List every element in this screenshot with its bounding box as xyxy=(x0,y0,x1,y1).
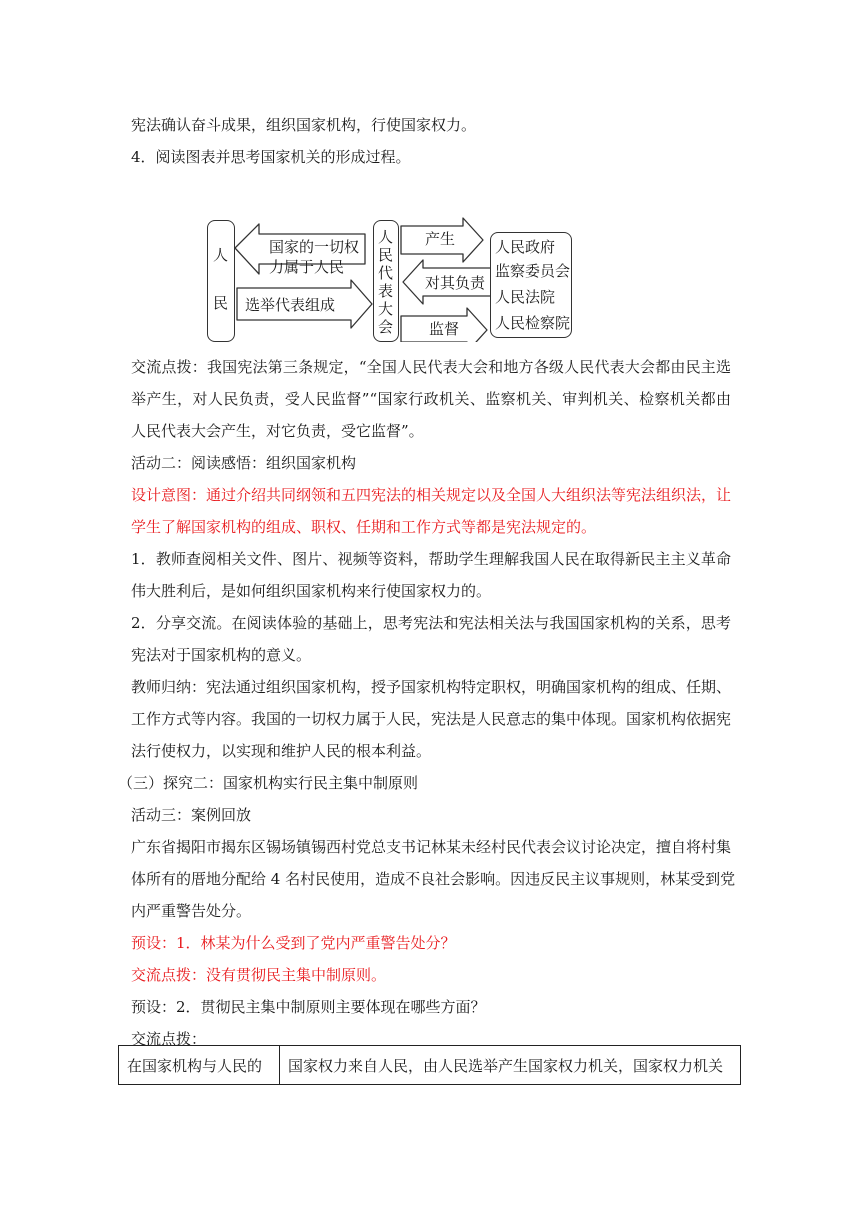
arrow-supervise-label: 监督 xyxy=(429,320,460,338)
congress-char: 表 xyxy=(378,282,394,300)
organ-label: 人民法院 xyxy=(495,288,556,306)
paragraph: 教师归纳：宪法通过组织国家机构，授予国家机构特定职权，明确国家机构的组成、任期、 xyxy=(131,678,732,696)
design-intent: 学生了解国家机构的组成、职权、任期和工作方式等都是宪法规定的。 xyxy=(131,518,597,536)
congress-char: 会 xyxy=(378,318,394,336)
paragraph: 1．教师查阅相关文件、图片、视频等资料，帮助学生理解我国人民在取得新民主主义革命 xyxy=(131,550,731,568)
paragraph: 2．分享交流。在阅读体验的基础上，思考宪法和宪法相关法与我国国家机构的关系，思考 xyxy=(131,614,731,632)
organ-label: 人民检察院 xyxy=(495,314,571,332)
organ-label: 人民政府 xyxy=(495,238,556,256)
congress-char: 民 xyxy=(378,246,394,264)
paragraph: 宪法确认奋斗成果，组织国家机构，行使国家权力。 xyxy=(131,116,477,134)
table-cell: 国家权力来自人民，由人民选举产生国家权力机关，国家权力机关 xyxy=(280,1046,741,1085)
design-intent: 设计意图：通过介绍共同纲领和五四宪法的相关规定以及全国人大组织法等宪法组织法，让 xyxy=(131,486,732,504)
activity-heading: 活动三：案例回放 xyxy=(131,806,252,824)
arrow-top-label-1: 国家的一切权 xyxy=(269,238,360,256)
preset-question: 预设：1．林某为什么受到了党内严重警告处分？ xyxy=(131,934,456,952)
state-organ-diagram xyxy=(207,216,572,342)
paragraph: 举产生，对人民负责，受人民监督”“国家行政机关、监察机关、审判机关、检察机关都由 xyxy=(131,390,731,408)
people-label-2: 民 xyxy=(213,294,229,312)
principle-table xyxy=(118,1045,741,1085)
congress-char: 大 xyxy=(378,300,394,318)
paragraph: 工作方式等内容。我国的一切权力属于人民，宪法是人民意志的集中体现。国家机构依据宪 xyxy=(131,710,732,728)
section-heading: （三）探究二：国家机构实行民主集中制原则 xyxy=(118,774,419,792)
paragraph: 人民代表大会产生，对它负责，受它监督”。 xyxy=(131,422,424,440)
paragraph: 法行使权力，以实现和维护人民的根本利益。 xyxy=(131,742,432,760)
congress-char: 人 xyxy=(378,228,394,246)
paragraph: 交流点拨： xyxy=(131,1030,207,1048)
preset-question: 预设：2．贯彻民主集中制原则主要体现在哪些方面？ xyxy=(131,998,486,1016)
table-row xyxy=(119,1046,741,1085)
paragraph: 交流点拨：我国宪法第三条规定，“全国人民代表大会和地方各级人民代表大会都由民主选 xyxy=(131,358,731,376)
paragraph: 4．阅读图表并思考国家机关的形成过程。 xyxy=(131,148,411,166)
arrow-top-label-2: 力属于人民 xyxy=(269,258,345,276)
congress-char: 代 xyxy=(378,264,394,282)
table-cell: 在国家机构与人民的 xyxy=(119,1046,280,1085)
arrow-bottom-label: 选举代表组成 xyxy=(245,296,336,314)
exchange-answer: 交流点拨：没有贯彻民主集中制原则。 xyxy=(131,966,387,984)
paragraph: 广东省揭阳市揭东区锡场镇锡西村党总支书记林某未经村民代表会议讨论决定，擅自将村集 xyxy=(131,838,732,856)
paragraph: 伟大胜利后，是如何组织国家机构来行使国家权力的。 xyxy=(131,582,492,600)
arrow-produce-label: 产生 xyxy=(425,230,456,248)
paragraph: 体所有的厝地分配给 4 名村民使用，造成不良社会影响。因违反民主议事规则，林某受到党 xyxy=(131,870,736,888)
paragraph: 内严重警告处分。 xyxy=(131,902,252,920)
arrow-responsible-label: 对其负责 xyxy=(425,274,486,292)
people-label-1: 人 xyxy=(213,246,229,264)
paragraph: 宪法对于国家机构的意义。 xyxy=(131,646,312,664)
people-box xyxy=(207,220,235,342)
activity-heading: 活动二：阅读感悟：组织国家机构 xyxy=(131,454,357,472)
organ-label: 监察委员会 xyxy=(495,262,571,280)
